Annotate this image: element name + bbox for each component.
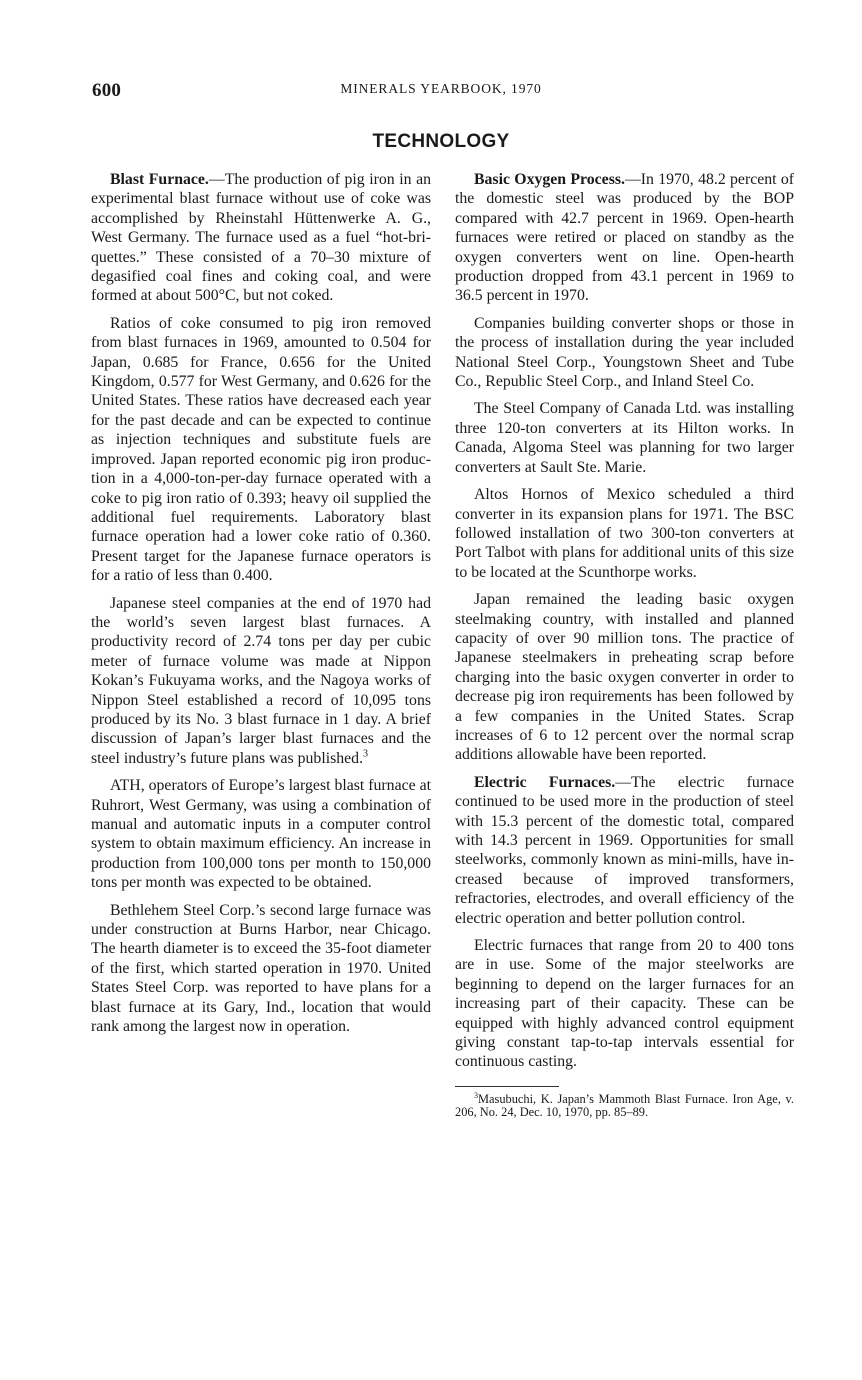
paragraph-text: —In 1970, 48.2 percent of the domestic steel was produced by the BOP compared with 42.7 percent in 1969. Open-hearth furnaces were retired or placed on standby as the oxygen converters went on line. Open-hearth production dropped from 43.1 percent in 1969 to 36.5 percent in 1970. [455, 171, 794, 305]
paragraph-coke-ratios: Ratios of coke consumed to pig iron removed from blast furnaces in 1969, amounted to 0.504 for Japan, 0.685 for France, 0.656 for the United Kingdom, 0.577 for West Germany, and 0.626 for the United States. These ratios have decreased each year for the past decade and can be expected to continue as injection techniques and substitute fuels are improved. Japan reported economic pig iron production in a 4,000-ton-per-day furnace operated with a coke to pig iron ratio of 0.393; heavy oil supplied the additional fuel requirements. Laboratory blast furnace operation had a lower coke ratio of 0.360. Present target for the Japanese furnace operators is for a ratio of less than 0.400. [91, 314, 431, 585]
paragraph-bethlehem: Bethlehem Steel Corp.’s second large furnace was under construction at Burns Harbor, near Chicago. The hearth diameter is to exceed the 35-foot diameter of the first, which started operation in 1970. United States Steel Corp. was reported to have plans for a blast furnace at its Gary, Ind., location that would rank among the largest now in operation. [91, 901, 431, 1036]
paragraph-blast-furnace [91, 170, 431, 306]
run-in-heading: Electric Furnaces. [474, 773, 616, 791]
footnote-marker: 3 [474, 1090, 478, 1100]
paragraph-converter-shops: Companies building converter shops or those in the process of installation during the year included National Steel Corp., Youngstown Sheet and Tube Co., Republic Steel Corp., and Inland Steel Co. [455, 314, 794, 391]
footnote-reference: 3 [363, 748, 369, 760]
footnote [455, 1090, 794, 1120]
paragraph-japan-bop: Japan remained the leading basic oxygen steelmaking country, with installed and planned capacity of over 90 million tons. The practice of Japanese steelmakers in preheating scrap before charging into the basic oxygen converter in order to decrease pig iron requirements has been followed by a few companies in the United States. Scrap increases of 6 to 12 percent over the normal scrap additions allowable have been reported. [455, 591, 794, 764]
paragraph-altos-hornos: Altos Hornos of Mexico scheduled a third converter in its expansion plans for 1971. The BSC followed installation of two 300-ton converters at Port Talbot with plans for additional units of this size to be located at the Scunthorpe works. [455, 486, 794, 581]
paragraph-text: —The electric furnace continued to be used more in the production of steel with 15.3 percent of the domestic total, compared with 14.3 percent in 1969. Opportunities for small steelworks, commonly known as mini-mills, have increased because of improved transformers, refractories, electrodes, and overall efficiency of the electric operation and better pollution control. [455, 773, 794, 927]
running-title: MINERALS YEARBOOK, 1970 [340, 81, 542, 96]
paragraph-japanese-furnaces [91, 594, 431, 769]
section-title: TECHNOLOGY [372, 131, 510, 152]
paragraph-electric-furnaces [455, 773, 794, 928]
paragraph-ath-ruhrort: ATH, operators of Europe’s largest blast furnace at Ruhrort, West Germany, was using a combination of manual and automatic inputs in a computer control system to obtain maximum efficiency. An increase in production from 100,000 tons per month to 150,000 tons per month was expected to be obtained. [91, 777, 431, 892]
right-column [455, 170, 794, 1120]
footnote-divider [455, 1086, 559, 1087]
footnote-text: Masubuchi, K. Japan’s Mammoth Blast Furnace. Iron Age, v. 206, No. 24, Dec. 10, 1970, pp. 85–89. [455, 1091, 794, 1120]
page-number: 600 [92, 80, 122, 101]
paragraph-steel-company-canada: The Steel Company of Canada Ltd. was installing three 120-ton converters at its Hilton works. In Canada, Algoma Steel was planning for two larger converters at Sault Ste. Marie. [455, 400, 794, 476]
run-in-heading: Blast Furnace. [110, 171, 209, 188]
paragraph-furnace-sizes: Electric furnaces that range from 20 to 400 tons are in use. Some of the major steelworks are beginning to depend on the larger furnaces for an increasing part of their capacity. These can be equipped with highly advanced control equipment giving constant tap-to-tap intervals essential for continuous casting. [455, 937, 794, 1071]
run-in-heading: Basic Oxygen Process. [474, 171, 625, 188]
paragraph-text: Japanese steel companies at the end of 1970 had the world’s seven largest blast furnaces. A productivity record of 2.74 tons per day per cubic meter of furnace volume was made at Nippon Kokan’s Fukuyama works, and the Nagoya works of Nippon Steel established a record of 10,095 tons produced by its No. 3 blast furnace in 1 day. A brief discussion of Japan’s larger blast furnaces and the steel industry’s future plans was published. [91, 594, 431, 767]
paragraph-text: —The production of pig iron in an experimental blast furnace without use of coke was accomplished by Rheinstahl Hüttenwerke A. G., West Germany. The furnace used as a fuel “hot-briquettes.” These consisted of a 70–30 mixture of degasified coal fines and coking coal, and were formed at about 500°C, but not coked. [91, 171, 431, 305]
paragraph-basic-oxygen [455, 170, 794, 306]
left-column [91, 170, 431, 1044]
